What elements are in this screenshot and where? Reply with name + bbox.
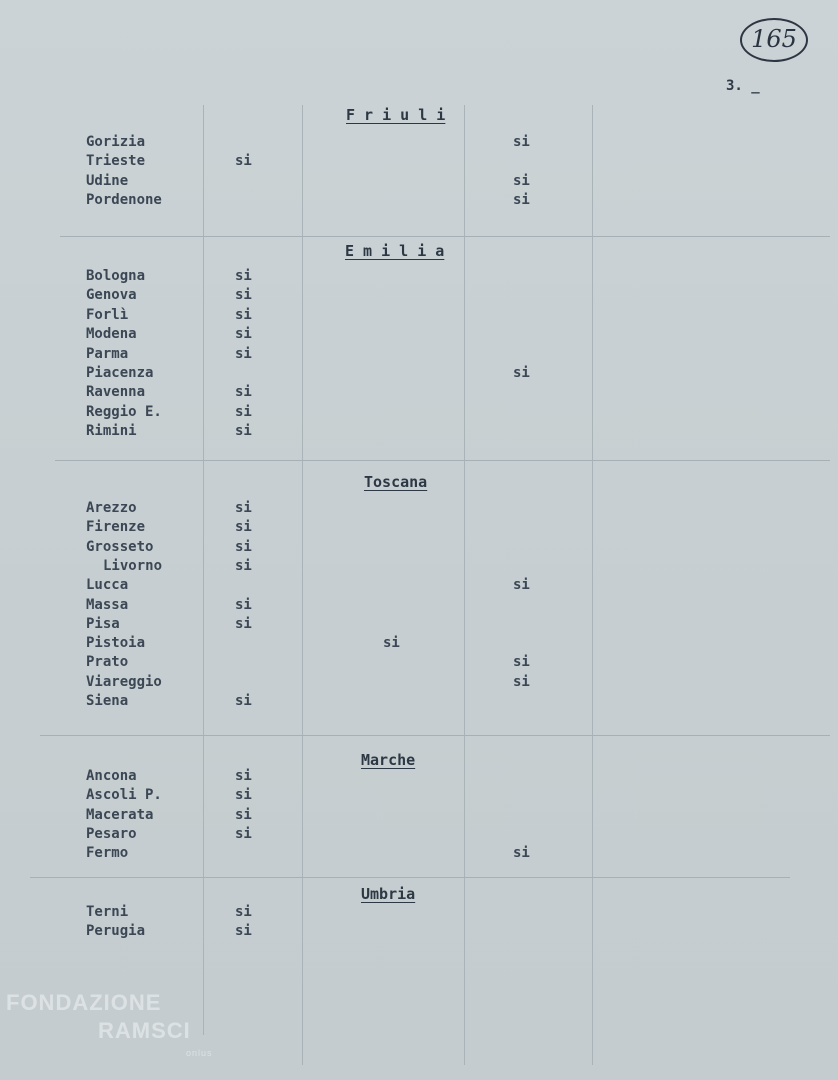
watermark-line-1: FONDAZIONE [6,990,162,1015]
mark-c1: si [235,693,252,709]
city-name: Fermo [86,845,129,862]
mark-c1: si [235,384,252,401]
region-heading: F r i u l i [346,106,446,124]
watermark-line-2: RAMSCI [98,1018,191,1043]
table-row [0,307,838,327]
city-name: Rimini [86,423,137,440]
mark-c1: si [235,904,252,920]
mark-c3: si [513,654,530,671]
city-name: Pistoia [86,635,146,652]
mark-c1: si [235,153,252,170]
table-row [0,287,838,307]
city-name: Macerata [86,806,154,823]
city-name: Perugia [86,923,146,940]
table-row [0,616,838,636]
mark-c1: si [235,615,252,632]
mark-c1: si [235,596,252,613]
mark-c3: si [513,845,530,862]
section-divider [40,735,830,736]
city-name: Piacenza [86,365,154,381]
table-row [0,423,838,443]
mark-c1: si [235,268,252,284]
city-name: Ancona [86,768,137,784]
mark-c3: si [513,172,530,189]
table-row [0,192,838,212]
table-row [0,153,838,173]
table-row [0,268,838,288]
city-name: Ascoli P. [86,787,162,804]
city-name: Modena [86,326,137,343]
mark-c1: si [235,287,252,304]
city-name: Grosseto [86,538,154,555]
city-name: Parma [86,345,129,362]
city-name: Firenze [86,519,146,536]
mark-c1: si [235,326,252,343]
table-row [0,768,838,788]
table-row [0,787,838,807]
city-name: Livorno [103,557,163,574]
table-row [0,365,838,385]
table-row [0,519,838,539]
city-name: Udine [86,172,129,189]
city-name: Pisa [86,615,120,632]
table-row [0,384,838,404]
section-divider [60,236,830,237]
table-row [0,654,838,674]
mark-c1: si [235,306,252,323]
region-heading: Marche [361,751,416,769]
city-name: Arezzo [86,500,137,516]
mark-c3: si [513,577,530,594]
table-row [0,539,838,559]
region-heading: Umbria [361,885,416,903]
mark-c3: si [513,191,530,208]
city-name: Terni [86,904,129,920]
table-row [0,635,838,655]
mark-c2: si [383,635,400,652]
table-row [0,826,838,846]
city-name: Bologna [86,268,146,284]
mark-c1: si [235,423,252,440]
region-heading: E m i l i a [345,242,445,260]
table-row [0,404,838,424]
mark-c1: si [235,403,252,420]
table-row [0,134,838,154]
table-row [0,173,838,193]
table-row [0,845,838,865]
section-divider [55,460,830,461]
mark-c1: si [235,806,252,823]
table-row [0,500,838,520]
table-row [0,326,838,346]
city-name: Genova [86,287,137,304]
mark-c3: si [513,134,530,150]
mark-c1: si [235,500,252,516]
mark-c1: si [235,768,252,784]
watermark-line-3: onlus [186,1048,213,1058]
mark-c3: si [513,673,530,690]
mark-c1: si [235,345,252,362]
city-name: Reggio E. [86,403,162,420]
city-name: Ravenna [86,384,146,401]
mark-c1: si [235,538,252,555]
mark-c1: si [235,825,252,842]
table-row [0,346,838,366]
table-row [0,693,838,713]
section-divider [30,877,790,878]
mark-c1: si [235,557,252,574]
city-name: Pordenone [86,191,162,208]
mark-c1: si [235,787,252,804]
city-name: Pesaro [86,825,137,842]
city-name: Forlì [86,306,129,323]
region-heading: Toscana [364,473,428,491]
sheet-number: 3. _ [726,78,760,94]
page-number-stamp: 165 [740,18,808,62]
mark-c1: si [235,923,252,940]
table-row [0,577,838,597]
city-name: Massa [86,596,129,613]
table-row [0,674,838,694]
table-row [0,597,838,617]
table-row [0,923,838,943]
city-name: Viareggio [86,673,162,690]
mark-c1: si [235,519,252,536]
table-row [0,904,838,924]
city-name: Prato [86,654,129,671]
table-row [0,558,838,578]
city-name: Lucca [86,577,129,594]
city-name: Trieste [86,153,146,170]
table-row [0,807,838,827]
mark-c3: si [513,365,530,381]
city-name: Siena [86,693,129,709]
city-name: Gorizia [86,134,146,150]
